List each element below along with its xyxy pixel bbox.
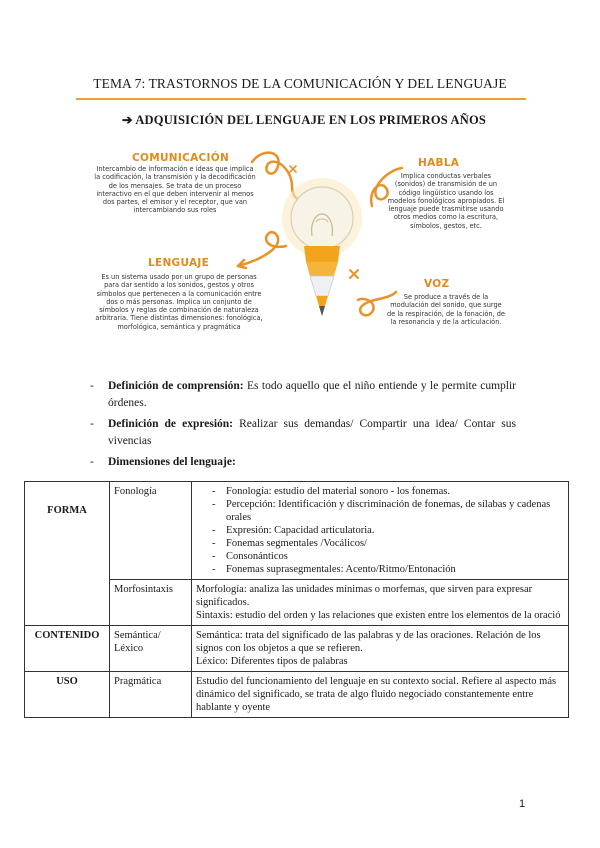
section-title: ADQUISICIÓN DEL LENGUAJE EN LOS PRIMEROS AÑOS (135, 113, 487, 127)
section-heading (122, 112, 486, 128)
uso-label: USO (25, 672, 110, 718)
list-item: - Fonemas suprasegmentales: Acento/Ritmo/Entonación (196, 563, 564, 576)
morfosintaxis-label: Morfosintaxis (110, 580, 192, 626)
page-title: TEMA 7: TRASTORNOS DE LA COMUNICACIÓN Y DEL LENGUAJE (93, 76, 507, 91)
page-number: 1 (519, 798, 526, 810)
lenguaje-text: Es un sistema usado por un grupo de personas para dar sentido a los sonidos, gestos y otros símbolos que pertenecen a la comunicación entre dos o más personas. Implica un conjunto de símbolos y reglas de combinación de naturaleza arbitraria. Tiene distintas dimensiones: fonológica, morfológica, semántica y pragmática (95, 273, 263, 331)
fonologia-list (196, 485, 564, 576)
comunicacion-title: COMUNICACIÓN (132, 152, 230, 164)
arrow-icon: ➔ (122, 113, 133, 127)
list-item (90, 378, 516, 412)
list-item: - Fonología: estudio del material sonoro - los fonemas. (196, 485, 564, 498)
lenguaje-title: LENGUAJE (148, 257, 210, 269)
morfosintaxis-cell (192, 580, 569, 626)
list-item (90, 416, 516, 450)
morfologia-text: Morfología: analiza las unidades mínimas o morfemas, que sirven para expresar significados. (196, 584, 533, 608)
comunicacion-text: Intercambio de información e ideas que implica la codificación, la transmisión y la decodificación de los mensajes. Se trata de un proceso interactivo en el que deben intervenir al menos dos partes, el emisor y el receptor, que van intercambiando sus roles (94, 165, 256, 215)
fonologia-label: Fonología (110, 482, 192, 580)
expresion-label: Definición de expresión: (108, 418, 234, 430)
habla-title: HABLA (418, 157, 460, 169)
pragmatica-label: Pragmática (110, 672, 192, 718)
list-item (90, 454, 516, 471)
list-item: - Percepción: Identificación y discriminación de fonemas, de sílabas y cadenas orales (196, 498, 564, 524)
voz-title: VOZ (424, 278, 450, 290)
expresion-text: Realizar sus demandas/ Compartir una idea/ Contar sus vivencias (108, 418, 516, 447)
dimensiones-label: Dimensiones del lenguaje: (108, 456, 236, 468)
table-row (25, 672, 569, 718)
pragmatica-text: Estudio del funcionamiento del lenguaje en su contexto social. Refiere al aspecto más dinámico del significado, se trata de algo fluido negociado constantemente entre hablante y oyente (192, 672, 569, 718)
fonologia-cell (192, 482, 569, 580)
table-row (25, 626, 569, 672)
semantica-cell (192, 626, 569, 672)
list-item: - Consonánticos (196, 550, 564, 563)
voz-text: Se produce a través de la modulación del sonido, que surge de la respiración, de la fonación, de la resonancia y de la articulación. (387, 293, 505, 326)
lexico-text: Léxico: Diferentes tipos de palabras (196, 656, 348, 667)
comprension-text: Es todo aquello que el niño entiende y le permite cumplir órdenes. (108, 380, 517, 409)
list-item: - Expresión: Capacidad articulatoria. (196, 524, 564, 537)
curly-arrow-left-decoration (252, 153, 312, 201)
comprension-label: Definición de comprensión: (108, 380, 244, 392)
table-row (25, 482, 569, 580)
lightbulb-icon (291, 187, 353, 249)
semantica-label: Semántica/ Léxico (110, 626, 192, 672)
habla-text: Implica conductas verbales (sonidos) de transmisión de un código lingüístico usando los modelos fonológicos apropiados. El lenguaje puede trasmitirse usando otros medios como la escritura, símbolos, gestos, etc. (387, 172, 505, 230)
contenido-label: CONTENIDO (25, 626, 110, 672)
sintaxis-text: Sintaxis: estudio del orden y las relaciones que existen entre los elementos de la oració (196, 610, 561, 621)
list-item: - Fonemas segmentales /Vocálicos/ (196, 537, 564, 550)
title-underline (76, 98, 526, 100)
curly-arrow-lenguaje-decoration (238, 232, 286, 266)
semantica-text: Semántica: trata del significado de las palabras y de las oraciones. Relación de los signos con los objetos a que se refieren. (196, 630, 541, 654)
forma-label: FORMA (25, 482, 110, 626)
dimensions-table (24, 481, 569, 718)
definition-list (90, 378, 516, 475)
